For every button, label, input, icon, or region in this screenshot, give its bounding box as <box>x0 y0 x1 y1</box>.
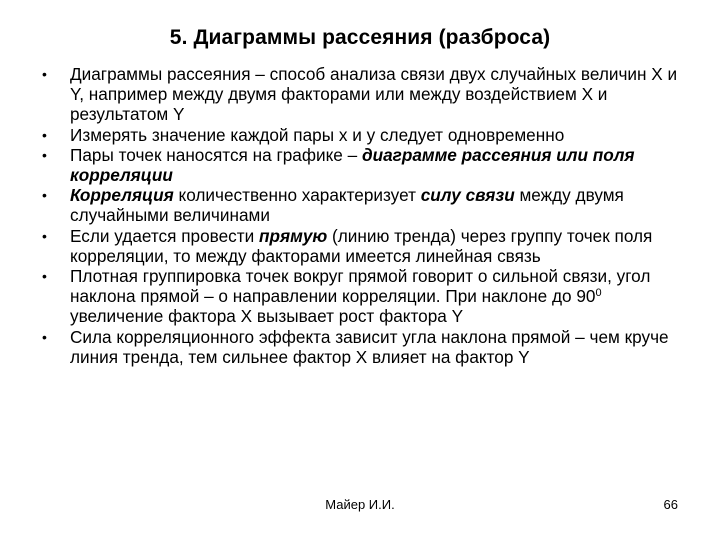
bullet-item <box>40 185 695 225</box>
bullet-marker: • <box>42 146 47 163</box>
bullet-text: между двумя случайными величинами <box>70 185 624 226</box>
bullet-text: (линию тренда) через группу точек поля корреляции, то между факторами имеется линейная связь <box>70 225 653 266</box>
bullet-text: количественно характеризует <box>173 185 421 206</box>
bullet-item <box>40 266 695 327</box>
bullet-marker: • <box>42 328 47 345</box>
emphasis-strength: силу связи <box>420 185 515 206</box>
degree-superscript: 0 <box>595 287 602 300</box>
bullet-text: Если удается провести <box>70 225 259 246</box>
bullet-marker: • <box>42 66 47 82</box>
bullet-marker: • <box>42 227 47 244</box>
bullet-text: Пары точек наносятся на графике – <box>70 144 362 165</box>
slide-title: 5. Диаграммы рассеяния (разброса) <box>169 26 551 49</box>
bullet-text: увеличение фактора X вызывает рост фактора Y <box>70 306 464 327</box>
bullet-marker: • <box>42 268 47 285</box>
bullet-item <box>40 145 695 185</box>
bullet-item <box>40 226 695 266</box>
footer-author: Майер И.И. <box>325 497 395 512</box>
bullet-text: Сила корреляционного эффекта зависит угла наклона прямой – чем круче линия тренда, тем сильнее фактор X влияет на фактор Y <box>70 326 669 367</box>
bullet-text: Измерять значение каждой пары x и y следует одновременно <box>70 124 565 145</box>
bullet-marker: • <box>42 126 47 143</box>
emphasis-scatter-diagram: диаграмме рассеяния или поля корреляции <box>70 144 635 186</box>
bullet-list <box>40 64 695 367</box>
page-number: 66 <box>663 497 678 512</box>
bullet-item <box>40 64 695 125</box>
emphasis-straight-line: прямую <box>259 225 328 246</box>
bullet-text: Плотная группировка точек вокруг прямой говорит о сильной связи, угол наклона прямой – о направлении корреляции. При наклоне до 90 <box>70 266 651 307</box>
bullet-text: Диаграммы рассеяния – способ анализа связи двух случайных величин X и Y, например между двумя факторами или между воздействием X и результатом Y <box>70 64 678 125</box>
emphasis-correlation: Корреляция <box>70 185 174 206</box>
bullet-item <box>40 125 695 145</box>
bullet-marker: • <box>42 187 47 204</box>
bullet-item <box>40 327 695 367</box>
